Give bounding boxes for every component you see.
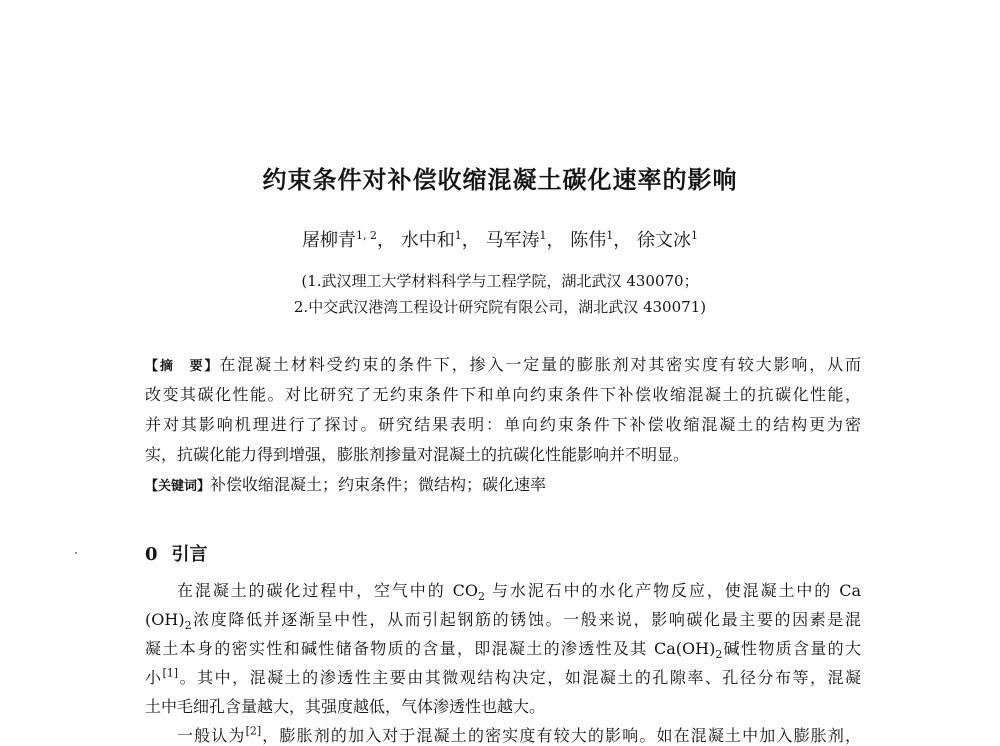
- body-text: 小: [145, 668, 163, 687]
- author-separator: ，: [546, 230, 565, 251]
- scan-speck: [75, 552, 77, 554]
- abstract-line: [145, 352, 861, 375]
- author-list: [0, 226, 1000, 252]
- body-line: [177, 723, 861, 746]
- affiliation-line: (1.武汉理工大学材料科学与工程学院，湖北武汉 430070；: [301, 272, 699, 290]
- author-affiliation-mark: 1: [690, 229, 698, 242]
- section-number: 0: [145, 544, 158, 565]
- author-separator: ，: [377, 230, 396, 251]
- author-name: 徐文冰: [636, 230, 691, 251]
- body-text: 在混凝土的碳化过程中，空气中的 CO: [177, 581, 478, 600]
- subscript: 2: [477, 590, 485, 604]
- abstract-line: 实，抗碳化能力得到增强，膨胀剂掺量对混凝土的抗碳化性能影响并不明显。: [145, 445, 690, 464]
- affiliation-line: 2.中交武汉港湾工程设计研究院有限公司，湖北武汉 430071): [293, 298, 707, 316]
- section-title: 引言: [171, 544, 208, 565]
- section-heading: [145, 540, 208, 566]
- abstract-line: 改变其碳化性能。对比研究了无约束条件下和单向约束条件下补偿收缩混凝土的抗碳化性能，: [145, 385, 861, 404]
- body-text: 一般认为: [177, 726, 246, 745]
- author-name: 陈伟: [570, 230, 607, 251]
- keywords-text: 补偿收缩混凝土；约束条件；微结构；碳化速率: [210, 475, 547, 494]
- body-line: [177, 578, 861, 603]
- author-affiliation-mark: 1: [454, 229, 462, 242]
- body-text: 碱性物质含量的大: [722, 639, 861, 658]
- author-separator: ，: [613, 230, 632, 251]
- keywords-line: [145, 472, 861, 495]
- author-affiliation-mark: 1: [606, 229, 614, 242]
- subscript: 2: [715, 648, 723, 662]
- body-line: 土中毛细孔含量越大，其强度越低，气体渗透性也越大。: [145, 697, 546, 716]
- abstract-label: 【摘 要】: [145, 359, 220, 374]
- body-text: 。其中，混凝土的渗透性主要由其微观结构决定，如混凝土的孔隙率、孔径分布等，混凝: [178, 668, 861, 687]
- body-line: [145, 607, 861, 632]
- paper-title: 约束条件对补偿收缩混凝土碳化速率的影响: [262, 166, 738, 194]
- author-affiliation-mark: 1: [539, 229, 547, 242]
- author-name: 屠柳青: [302, 230, 357, 251]
- author-separator: ，: [461, 230, 480, 251]
- author-name: 水中和: [400, 230, 455, 251]
- keywords-label: 【关键词】: [145, 479, 211, 494]
- body-text: 浓度降低并逐渐呈中性，从而引起钢筋的锈蚀。一般来说，影响碳化最主要的因素是混: [191, 610, 861, 629]
- abstract-line: 并对其影响机理进行了探讨。研究结果表明：单向约束条件下补偿收缩混凝土的结构更为密: [145, 415, 861, 434]
- citation-ref: [1]: [162, 666, 179, 680]
- author-affiliation-mark: 1, 2: [356, 229, 378, 242]
- abstract-text: 在混凝土材料受约束的条件下，掺入一定量的膨胀剂对其密实度有较大影响，从而: [219, 355, 861, 374]
- citation-ref: [2]: [245, 724, 262, 738]
- body-text: ，膨胀剂的加入对于混凝土的密实度有较大的影响。如在混凝土中加入膨胀剂，: [261, 726, 861, 745]
- body-text: 与水泥石中的水化产物反应，使混凝土中的 Ca: [484, 581, 861, 600]
- body-text: (OH): [145, 610, 185, 629]
- author-name: 马军涛: [485, 230, 540, 251]
- subscript: 2: [184, 619, 192, 633]
- body-text: 凝土本身的密实性和碱性储备物质的含量，即混凝土的渗透性及其 Ca(OH): [145, 639, 716, 658]
- body-line: [145, 665, 861, 688]
- body-line: [145, 636, 861, 661]
